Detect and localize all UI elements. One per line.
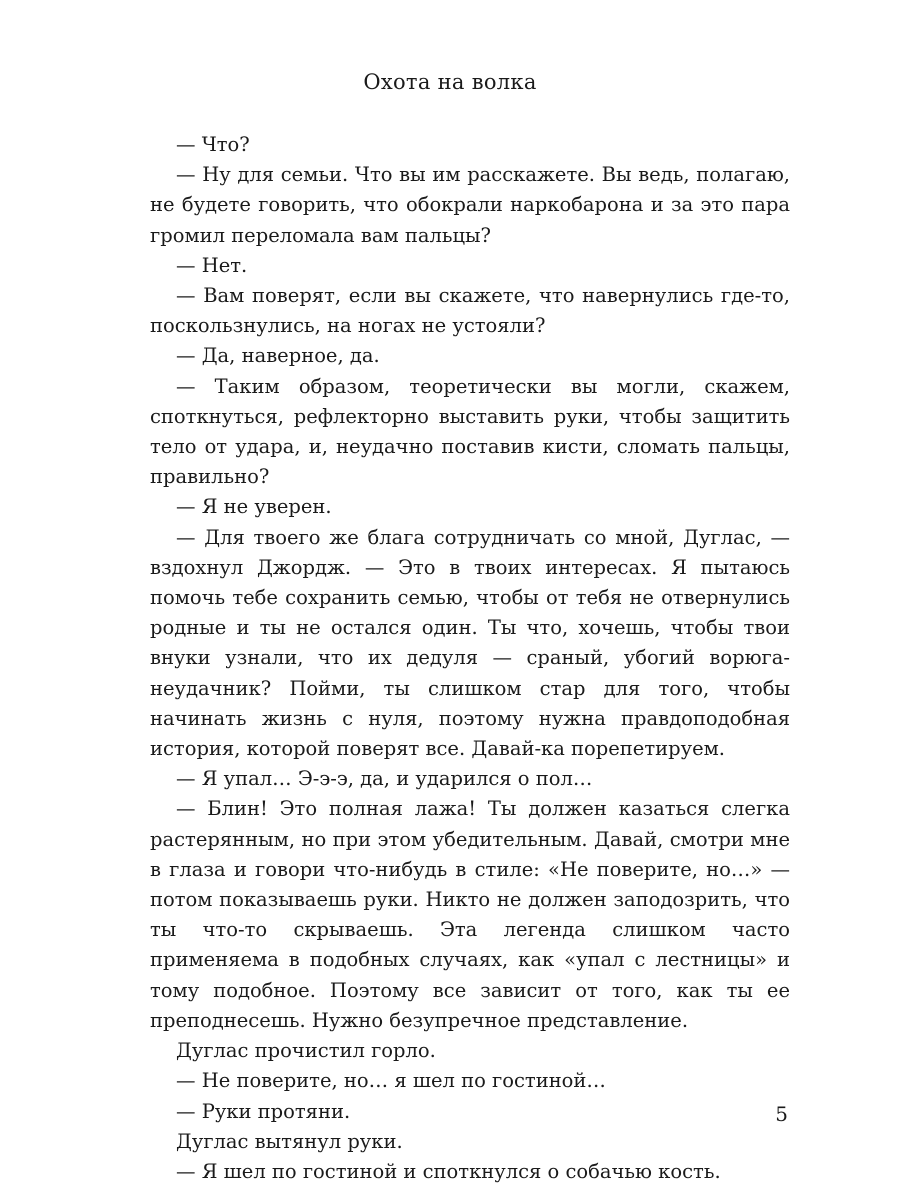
paragraph: — Не поверите, но… я шел по гостиной…: [176, 1069, 606, 1093]
running-head-title: Охота на волка: [363, 70, 537, 94]
paragraph: — Ну для семьи. Что вы им расскажете. Вы ведь, полагаю, не будете говорить, что обокрали наркобарона и за это пара громил переломала вам пальцы?: [150, 163, 790, 247]
paragraph: Дуглас вытянул руки.: [176, 1129, 403, 1153]
paragraph: — Я упал… Э-э-э, да, и ударился о пол…: [176, 767, 593, 791]
body-text: [150, 130, 790, 1187]
paragraph: — Таким образом, теоретически вы могли, скажем, споткнуться, рефлекторно выставить руки, чтобы защитить тело от удара, и, неудачно поставив кисти, сломать пальцы, правильно?: [150, 374, 790, 489]
paragraph: — Я шел по гостиной и споткнулся о собачью кость.: [176, 1159, 721, 1183]
paragraph: — Я не уверен.: [176, 495, 332, 519]
paragraph: — Что?: [176, 133, 250, 156]
paragraph: Дуглас прочистил горло.: [176, 1039, 436, 1063]
page-number: 5: [775, 1102, 788, 1126]
paragraph: — Руки протяни.: [176, 1099, 351, 1123]
paragraph: — Для твоего же блага сотрудничать со мной, Дуглас, — вздохнул Джордж. — Это в твоих интересах. Я пытаюсь помочь тебе сохранить семью, чтобы от тебя не отвернулись родные и ты не остался один. Ты что, хочешь, чтобы твои внуки узнали, что их дедуля — сраный, убогий ворюга-неудачник? Пойми, ты слишком стар для того, чтобы начинать жизнь с нуля, поэтому нужна правдоподобная история, которой поверят все. Давай-ка порепетируем.: [150, 525, 790, 761]
paragraph: — Вам поверят, если вы скажете, что навернулись где-то, поскользнулись, на ногах не устояли?: [150, 284, 790, 338]
paragraph: — Блин! Это полная лажа! Ты должен казаться слегка растерянным, но при этом убедительным. Давай, смотри мне в глаза и говори что-нибудь в стиле: «Не поверите, но…» — потом показываешь руки. Никто не должен заподозрить, что ты что-то скрываешь. Эта легенда слишком часто применяема в подобных случаях, как «упал с лестницы» и тому подобное. Поэтому все зависит от того, как ты ее преподнесешь. Нужно безупречное представление.: [150, 797, 790, 1032]
paragraph: — Нет.: [176, 253, 248, 277]
paragraph: — Да, наверное, да.: [176, 344, 380, 368]
